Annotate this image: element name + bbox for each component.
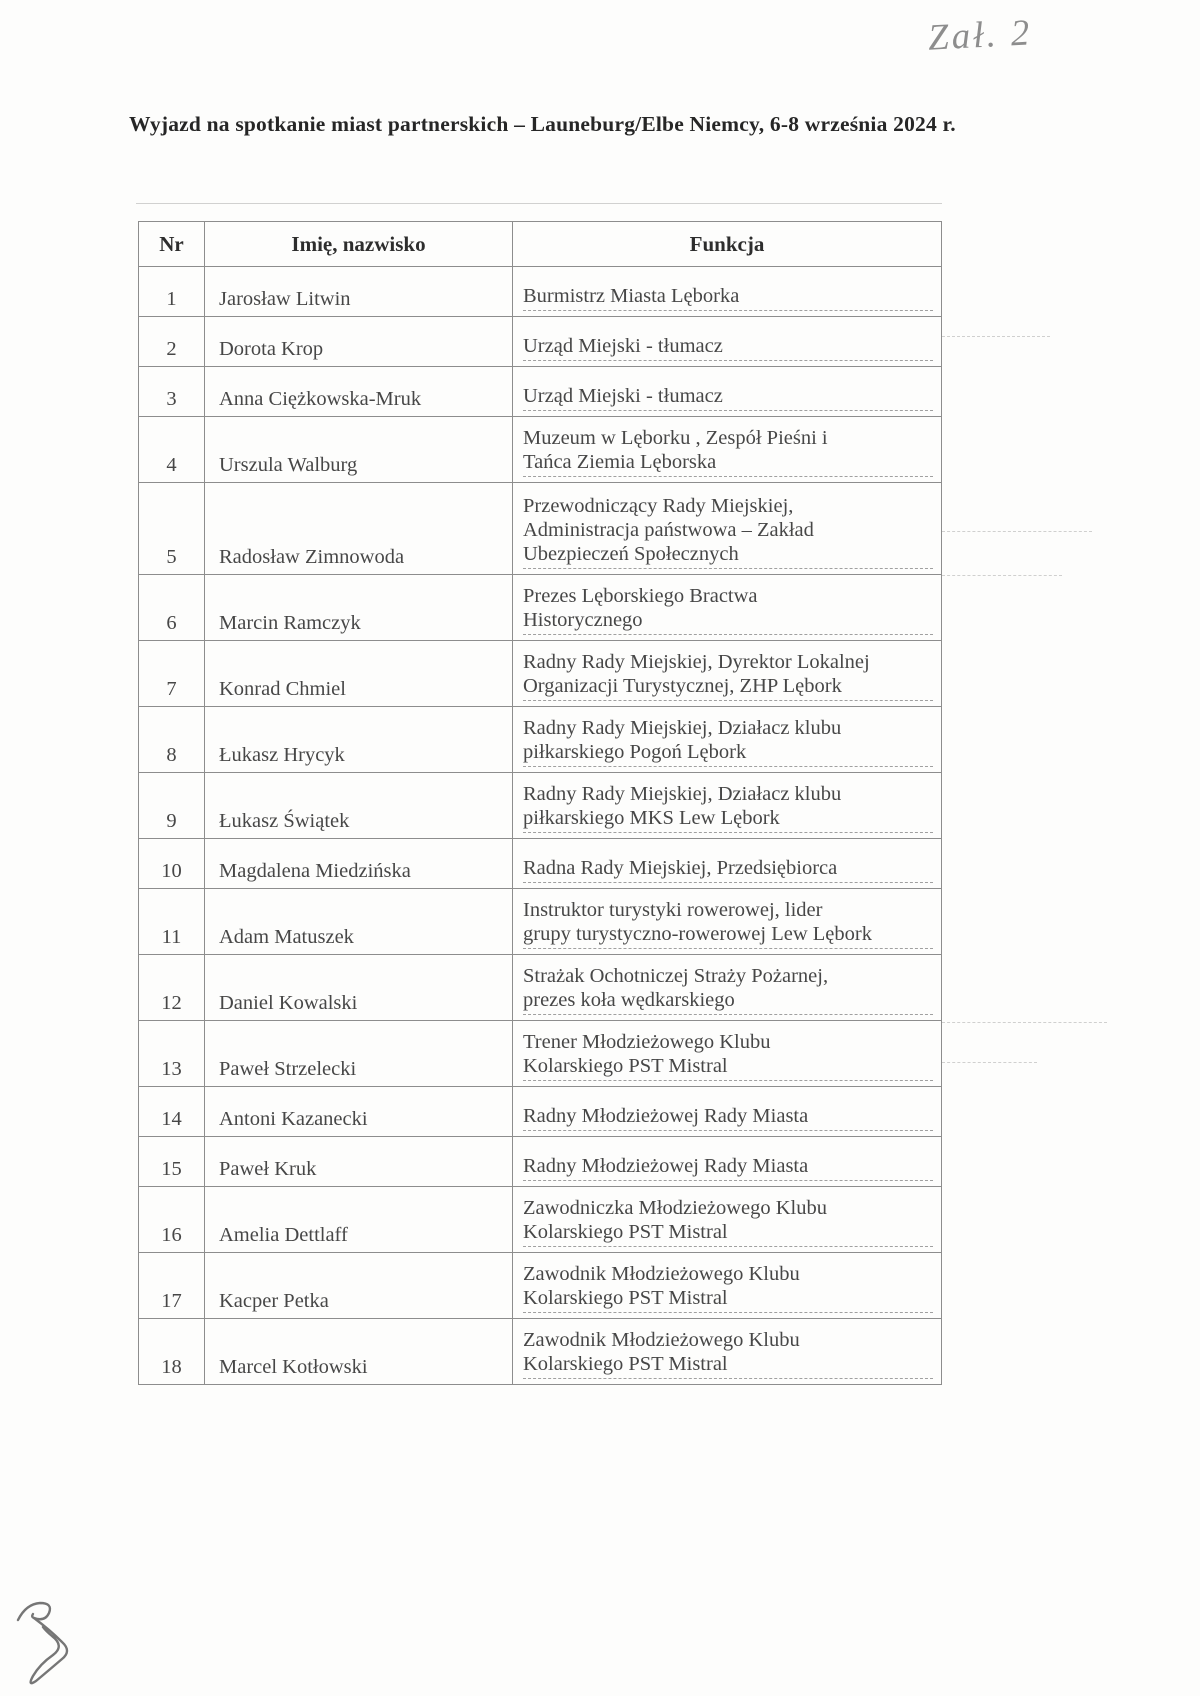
person-function-line: Historycznego [523,608,933,635]
person-function-line: Kolarskiego PST Mistral [523,1054,933,1081]
table-row [139,367,942,417]
person-function-line: piłkarskiego Pogoń Lębork [523,740,933,767]
person-function [513,707,942,773]
row-number: 6 [139,575,205,641]
table-row [139,1187,942,1253]
table-row [139,889,942,955]
person-function [513,889,942,955]
person-function-line: Kolarskiego PST Mistral [523,1286,933,1313]
table-header-name: Imię, nazwisko [205,222,513,267]
row-number: 11 [139,889,205,955]
table-row [139,575,942,641]
scan-artifact-line [942,1022,1107,1023]
person-function [513,773,942,839]
person-function-line: Radny Młodzieżowej Rady Miasta [523,1104,933,1131]
person-name: Dorota Krop [205,317,513,367]
person-name: Adam Matuszek [205,889,513,955]
table-row [139,1087,942,1137]
person-name: Urszula Walburg [205,417,513,483]
person-function-line: Muzeum w Lęborku , Zespół Pieśni i [523,427,828,449]
row-number: 10 [139,839,205,889]
person-function [513,483,942,575]
person-name: Magdalena Miedzińska [205,839,513,889]
person-function-line: Radny Rady Miejskiej, Działacz klubu [523,783,842,805]
table-row [139,1319,942,1385]
person-function [513,317,942,367]
person-function-line: Strażak Ochotniczej Straży Pożarnej, [523,965,829,987]
row-number: 14 [139,1087,205,1137]
person-name: Paweł Strzelecki [205,1021,513,1087]
person-name: Jarosław Litwin [205,267,513,317]
row-number: 16 [139,1187,205,1253]
table-header-function: Funkcja [513,222,942,267]
scan-artifact-line [136,203,942,204]
person-name: Antoni Kazanecki [205,1087,513,1137]
signature-paraph-icon [6,1588,86,1688]
person-function [513,955,942,1021]
person-function-line: piłkarskiego MKS Lew Lębork [523,806,933,833]
row-number: 5 [139,483,205,575]
table-row [139,839,942,889]
table-header-row [139,222,942,267]
person-function [513,1137,942,1187]
row-number: 4 [139,417,205,483]
row-number: 7 [139,641,205,707]
table-row [139,317,942,367]
roster-table [138,221,942,1385]
person-name: Marcin Ramczyk [205,575,513,641]
scan-artifact-line [942,531,1092,532]
person-function-line: Trener Młodzieżowego Klubu [523,1031,771,1053]
table-row [139,707,942,773]
person-name: Daniel Kowalski [205,955,513,1021]
table-row [139,483,942,575]
person-name: Konrad Chmiel [205,641,513,707]
person-function [513,1021,942,1087]
person-function-line: Kolarskiego PST Mistral [523,1352,933,1379]
person-function-line: Urząd Miejski - tłumacz [523,384,933,411]
row-number: 12 [139,955,205,1021]
person-function [513,367,942,417]
person-function-line: Prezes Lęborskiego Bractwa [523,585,758,607]
person-name: Marcel Kotłowski [205,1319,513,1385]
person-function-line: Ubezpieczeń Społecznych [523,542,933,569]
person-function [513,575,942,641]
person-function [513,1087,942,1137]
document-title: Wyjazd na spotkanie miast partnerskich – Launeburg/Elbe Niemcy, 6-8 września 2024 r. [129,112,956,136]
person-function-line: prezes koła wędkarskiego [523,988,933,1015]
person-name: Kacper Petka [205,1253,513,1319]
person-function-line: Zawodniczka Młodzieżowego Klubu [523,1197,827,1219]
scan-artifact-line [942,1062,1037,1063]
person-function [513,1319,942,1385]
person-function [513,1187,942,1253]
person-name: Radosław Zimnowoda [205,483,513,575]
person-function [513,839,942,889]
scan-artifact-line [942,336,1050,337]
person-function [513,641,942,707]
person-function-line: Przewodniczący Rady Miejskiej, [523,495,794,517]
attachment-note-handwritten: Zał. 2 [926,12,1034,59]
table-row [139,1021,942,1087]
row-number: 13 [139,1021,205,1087]
person-function [513,417,942,483]
roster-table-body [139,267,942,1385]
person-name: Anna Ciężkowska-Mruk [205,367,513,417]
person-function [513,1253,942,1319]
person-name: Amelia Dettlaff [205,1187,513,1253]
row-number: 1 [139,267,205,317]
person-function-line: Radny Rady Miejskiej, Dyrektor Lokalnej [523,651,870,673]
table-row [139,1137,942,1187]
person-function-line: Radny Młodzieżowej Rady Miasta [523,1154,933,1181]
row-number: 3 [139,367,205,417]
row-number: 18 [139,1319,205,1385]
person-name: Paweł Kruk [205,1137,513,1187]
person-function-line: Radny Rady Miejskiej, Działacz klubu [523,717,842,739]
person-name: Łukasz Świątek [205,773,513,839]
row-number: 2 [139,317,205,367]
person-name: Łukasz Hrycyk [205,707,513,773]
person-function [513,267,942,317]
person-function-line: Organizacji Turystycznej, ZHP Lębork [523,674,933,701]
person-function-line: Tańca Ziemia Lęborska [523,450,933,477]
table-header-nr: Nr [139,222,205,267]
row-number: 17 [139,1253,205,1319]
table-row [139,955,942,1021]
row-number: 15 [139,1137,205,1187]
person-function-line: Instruktor turystyki rowerowej, lider [523,899,823,921]
row-number: 9 [139,773,205,839]
person-function-line: grupy turystyczno-rowerowej Lew Lębork [523,922,933,949]
table-row [139,1253,942,1319]
scan-artifact-line [942,575,1062,576]
table-row [139,267,942,317]
person-function-line: Kolarskiego PST Mistral [523,1220,933,1247]
person-function-line: Radna Rady Miejskiej, Przedsiębiorca [523,856,933,883]
table-row [139,641,942,707]
row-number: 8 [139,707,205,773]
table-row [139,773,942,839]
person-function-line: Urząd Miejski - tłumacz [523,334,933,361]
person-function-line: Burmistrz Miasta Lęborka [523,284,933,311]
person-function-line: Zawodnik Młodzieżowego Klubu [523,1263,800,1285]
person-function-line: Zawodnik Młodzieżowego Klubu [523,1329,800,1351]
person-function-line: Administracja państwowa – Zakład [523,519,814,541]
table-row [139,417,942,483]
